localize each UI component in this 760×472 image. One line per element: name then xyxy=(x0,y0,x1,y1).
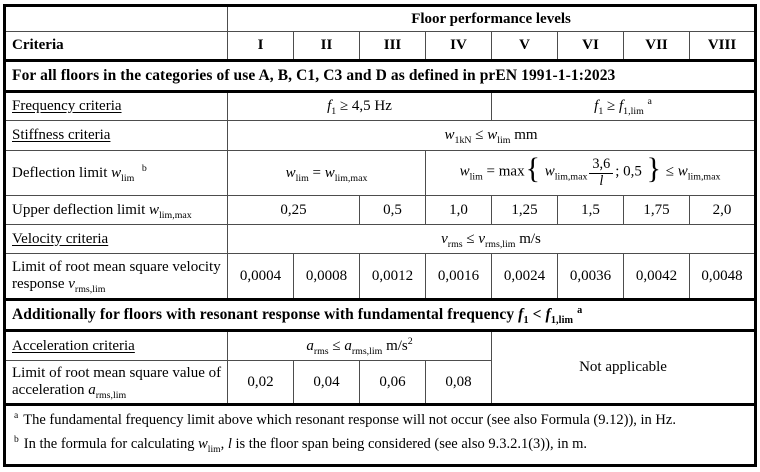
deflection-limit-label: Deflection limit $w_{lim}$ $^b$ xyxy=(5,151,228,196)
rms-velocity-value: 0,0042 xyxy=(624,254,690,300)
not-applicable-cell: Not applicable xyxy=(492,331,756,405)
stiffness-row xyxy=(5,121,756,151)
header-row-1 xyxy=(5,6,756,32)
level-header-1: I xyxy=(228,32,294,61)
rms-acceleration-value: 0,04 xyxy=(294,361,360,405)
rms-velocity-label: Limit of root mean square velocity response $v_{rms,lim}$ xyxy=(5,254,228,300)
header-row-2 xyxy=(5,32,756,61)
rms-velocity-value: 0,0008 xyxy=(294,254,360,300)
deflection-row xyxy=(5,151,756,196)
level-header-6: VI xyxy=(558,32,624,61)
rms-velocity-value: 0,0004 xyxy=(228,254,294,300)
rms-velocity-value: 0,0024 xyxy=(492,254,558,300)
acceleration-criteria-label: Acceleration criteria xyxy=(5,331,228,361)
rms-velocity-value: 0,0016 xyxy=(426,254,492,300)
level-header-2: II xyxy=(294,32,360,61)
footnotes-row xyxy=(5,405,756,466)
rms-acceleration-label: Limit of root mean square value of acceleration $a_{rms,lim}$ xyxy=(5,361,228,405)
criteria-header: Criteria xyxy=(5,32,228,61)
level-header-5: V xyxy=(492,32,558,61)
footnote-a-text: The fundamental frequency limit above which resonant response will not occur (see also Formula (9.12)), in Hz. xyxy=(23,412,676,428)
upper-deflection-value: 1,25 xyxy=(492,196,558,225)
level-header-8: VIII xyxy=(690,32,756,61)
frequency-row xyxy=(5,92,756,121)
level-header-3: III xyxy=(360,32,426,61)
level-header-4: IV xyxy=(426,32,492,61)
rms-velocity-row xyxy=(5,254,756,300)
acceleration-row xyxy=(5,331,756,361)
upper-deflection-value: 1,75 xyxy=(624,196,690,225)
frequency-criteria-label: Frequency criteria xyxy=(5,92,228,121)
deflection-condition-levels-1-3: $w_{lim} = w_{lim,max}$ xyxy=(228,151,426,196)
upper-deflection-value: 0,25 xyxy=(228,196,360,225)
upper-deflection-value: 1,5 xyxy=(558,196,624,225)
section-row-all-floors xyxy=(5,61,756,92)
upper-deflection-value: 0,5 xyxy=(360,196,426,225)
upper-deflection-value: 1,0 xyxy=(426,196,492,225)
section-row-resonant xyxy=(5,300,756,331)
footnote-a-marker: a xyxy=(14,410,19,422)
frequency-condition-levels-5-8: $f_1 \ge f_{1,lim}$ $^a$ xyxy=(492,92,756,121)
frequency-condition-levels-1-4: $f_1 \ge 4,5$ Hz xyxy=(228,92,492,121)
footnote-a xyxy=(14,412,746,429)
footnotes-cell xyxy=(5,405,756,466)
stiffness-condition: $w_{1kN} \le w_{lim}$ mm xyxy=(228,121,756,151)
floor-performance-levels-header: Floor performance levels xyxy=(228,6,756,32)
corner-cell xyxy=(5,6,228,32)
deflection-condition-levels-4-8: $w_{lim} = \max${ $w_{lim,max}$ $\frac{3,6}{l}$ ; 0,5 } ≤ $w_{lim,max}$ xyxy=(426,151,756,196)
footnote-b-text: In the formula for calculating $w_{lim}$, l is the floor span being considered (see also 9.3.2.1(3)), in m. xyxy=(23,436,588,455)
velocity-condition: $v_{rms} \le v_{rms,lim}$ m/s xyxy=(228,225,756,254)
rms-velocity-value: 0,0012 xyxy=(360,254,426,300)
rms-velocity-value: 0,0048 xyxy=(690,254,756,300)
rms-acceleration-value: 0,08 xyxy=(426,361,492,405)
section-resonant-title: Additionally for floors with resonant response with fundamental frequency $f_1 < f_{1,lim}$ $^a$ xyxy=(5,300,756,331)
upper-deflection-limit-label: Upper deflection limit $w_{lim,max}$ xyxy=(5,196,228,225)
acceleration-condition-levels-1-4: $a_{rms} \le a_{rms,lim}$ $m/s^2$ xyxy=(228,331,492,361)
rms-acceleration-value: 0,06 xyxy=(360,361,426,405)
level-header-7: VII xyxy=(624,32,690,61)
rms-acceleration-value: 0,02 xyxy=(228,361,294,405)
stiffness-criteria-label: Stiffness criteria xyxy=(5,121,228,151)
floor-performance-table xyxy=(3,4,757,467)
section-all-floors-title: For all floors in the categories of use A, B, C1, C3 and D as defined in prEN 1991-1-1:2023 xyxy=(5,61,756,92)
upper-deflection-value: 2,0 xyxy=(690,196,756,225)
footnote-b xyxy=(14,436,746,453)
rms-velocity-value: 0,0036 xyxy=(558,254,624,300)
footnote-b-marker: b xyxy=(14,434,19,446)
upper-deflection-row xyxy=(5,196,756,225)
velocity-row xyxy=(5,225,756,254)
velocity-criteria-label: Velocity criteria xyxy=(5,225,228,254)
